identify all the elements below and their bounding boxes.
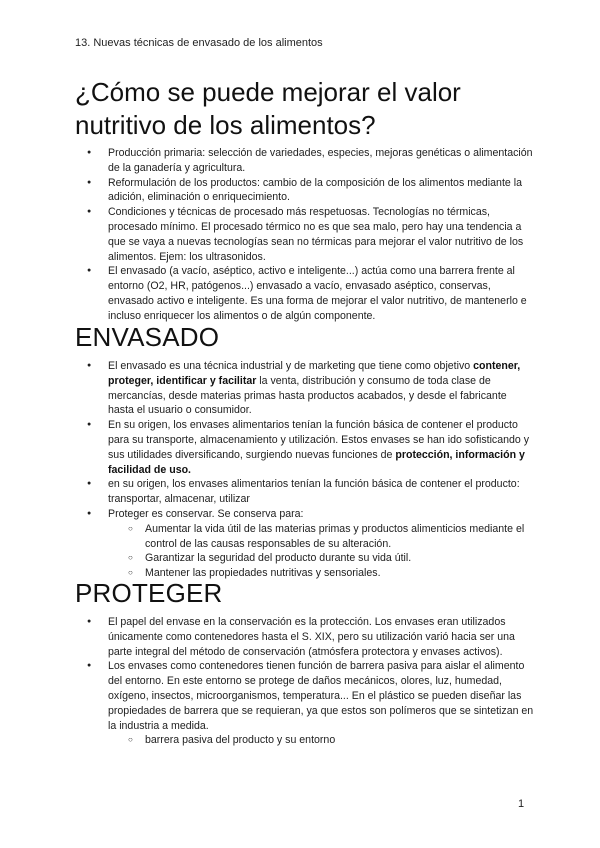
section-title-nutritive-value: ¿Cómo se puede mejorar el valor nutritivo de los alimentos? (75, 77, 461, 140)
section-title-proteger: PROTEGER (75, 578, 223, 608)
list-item: ● en su origen, los envases alimentarios tenían la función básica de contener el producto: transportar, almacenar, utilizar (75, 477, 535, 507)
list-item (75, 659, 535, 748)
section-proteger (75, 578, 535, 748)
list-item: ● Reformulación de los productos: cambio de la composición de los alimentos mediante la adición, eliminación o enriquecimiento. (75, 176, 535, 206)
list-item (75, 507, 535, 581)
section-nutritive-value (75, 76, 535, 324)
list-item (75, 418, 535, 477)
text-run: la venta, distribución y consumo de toda clase de mercancías, desde materias primas hasta productos acabados, y desde el fabricante hasta el usuario o consumidor. (108, 374, 507, 417)
sub-list (108, 733, 535, 748)
sub-list-item: ○ Aumentar la vida útil de las materias primas y productos alimenticios mediante el control de las causas responsables de su alteración. (108, 522, 535, 552)
bullet-list (75, 146, 535, 324)
bold-text: contener, proteger, identificar y facilitar (108, 360, 521, 387)
list-item (75, 359, 535, 418)
sub-list-item: ○ Garantizar la seguridad del producto durante su vida útil. (108, 551, 535, 566)
list-item: ● Producción primaria: selección de variedades, especies, mejoras genéticas o alimentación de la ganadería y agricultura. (75, 146, 535, 176)
running-header: 13. Nuevas técnicas de envasado de los alimentos (75, 37, 323, 49)
sub-list-item: ○ barrera pasiva del producto y su entorno (108, 733, 535, 748)
sub-list (108, 522, 535, 581)
list-item: ● El papel del envase en la conservación es la protección. Los envases eran utilizados únicamente como contenedores hasta el S. XIX, pero su utilización varió hacia ser una parte integral del método de conservación (atmósfera protectora y envases activos). (75, 615, 535, 659)
list-item: ● Condiciones y técnicas de procesado más respetuosas. Tecnologías no térmicas, procesado mínimo. El procesado térmico no es que sea malo, pero hay una tendencia a que se vaya a nuevas tecnologías sean no térmicas para mejorar el valor nutritivo de los alimentos. Ejem: los ultrasonidos. (75, 205, 535, 264)
text-run: Proteger es conservar. Se conserva para: (108, 507, 304, 520)
text-run: El envasado es una técnica industrial y de marketing que tiene como objetivo (108, 360, 474, 372)
page-number: 1 (518, 798, 525, 810)
section-envasado (75, 322, 535, 581)
text-run: Los envases como contenedores tienen función de barrera pasiva para aislar el alimento del entorno. En este entorno se protege de daños mecánicos, olores, luz, humedad, oxígeno, insectos, microorganismos, temperatura... En el plástico se pueden diseñar las propiedades de barrera que se requieran, ya que estos son polímeros que se sintetizan en la industria a medida. (108, 660, 534, 732)
bullet-list (75, 359, 535, 581)
bullet-list (75, 615, 535, 748)
sub-list-item: ○ Mantener las propiedades nutritivas y sensoriales. (108, 566, 535, 581)
bold-text: protección, información y facilidad de uso. (108, 448, 525, 476)
section-title-envasado: ENVASADO (75, 322, 220, 352)
list-item: ● El envasado (a vacío, aséptico, activo e inteligente...) actúa como una barrera frente al entorno (O2, HR, patógenos...) envasado a vacío, envasado aséptico, conservas, envasado activo e inteligente. Es una forma de mejorar el valor nutritivo, de mantenerlo e incluso enriquecer los alimentos o de algún componente. (75, 264, 535, 323)
text-run: En su origen, los envases alimentarios tenían la función básica de contener el producto para su transporte, almacenamiento y utilización. Estos envases se han ido sofisticando y sus utilidades diversificando, surgiendo nuevas funciones de (108, 419, 530, 461)
